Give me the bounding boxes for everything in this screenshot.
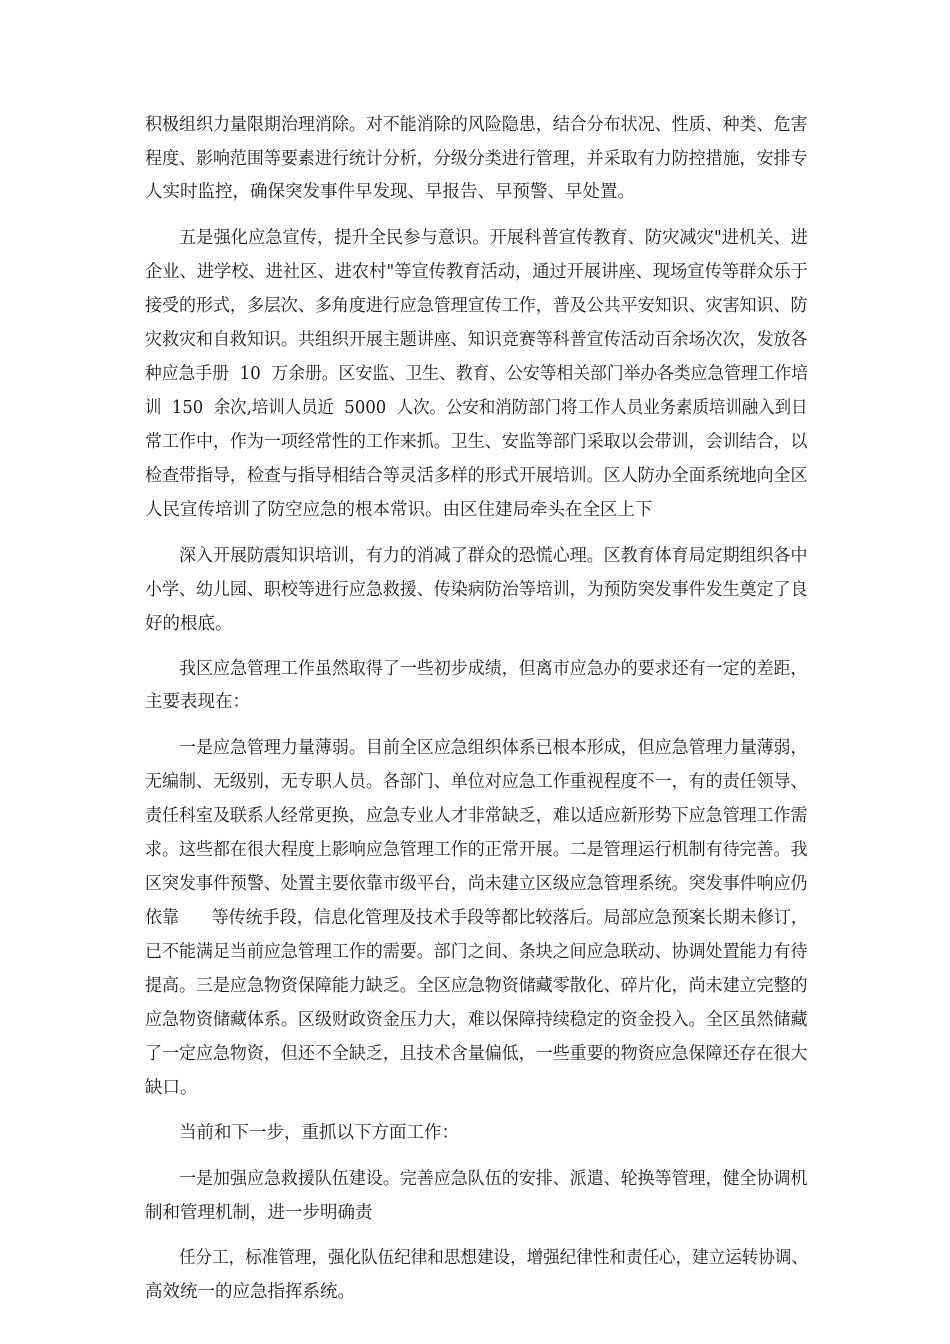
text-line: 区突发事件预警、处置主要依靠市级平台，尚未建立区级应急管理系统。突发事件响应仍 xyxy=(145,874,808,894)
text-line: 应急物资储藏体系。区级财政资金压力大，难以保障持续稳定的资金投入。全区虽然储藏 xyxy=(145,1010,808,1030)
text-line: 求。这些都在很大程度上影响应急管理工作的正常开展。二是管理运行机制有待完善。我 xyxy=(145,840,808,860)
text-line: 灾救灾和自救知识。共组织开展主题讲座、知识竞赛等科普宣传活动百余场次次，发放各 xyxy=(145,330,808,350)
text-line: 依靠 等传统手段，信息化管理及技术手段等都比较落后。局部应急预案长期未修订， xyxy=(145,908,808,928)
text-line: 已不能满足当前应急管理工作的需要。部门之间、条块之间应急联动、协调处置能力有待 xyxy=(145,942,808,962)
text-line: 当前和下一步，重抓以下方面工作： xyxy=(179,1123,459,1143)
text-line: 深入开展防震知识培训，有力的消减了群众的恐慌心理。区教育体育局定期组织各中 xyxy=(179,546,808,566)
text-line: 小学、幼儿园、职校等进行应急救援、传染病防治等培训，为预防突发事件发生奠定了良 xyxy=(145,580,808,600)
text-line: 训 150 余次,培训人员近 5000 人次。公安和消防部门将工作人员业务素质培训融入到日 xyxy=(145,398,808,418)
text-line: 人实时监控，确保突发事件早发现、早报告、早预警、早处置。 xyxy=(145,182,635,202)
text-line: 企业、进学校、进社区、进农村"等宣传教育活动，通过开展讲座、现场宣传等群众乐于 xyxy=(145,262,809,282)
text-line: 程度、影响范围等要素进行统计分析，分级分类进行管理，并采取有力防控措施，安排专 xyxy=(145,149,808,169)
text-line: 制和管理机制，进一步明确责 xyxy=(145,1203,373,1223)
text-line: 缺口。 xyxy=(145,1078,198,1098)
text-line: 积极组织力量限期治理消除。对不能消除的风险隐患，结合分布状况、性质、种类、危害 xyxy=(145,115,808,135)
text-line: 五是强化应急宣传，提升全民参与意识。开展科普宣传教育、防灾减灾"进机关、进 xyxy=(179,228,809,248)
text-line: 常工作中，作为一项经常性的工作来抓。卫生、安监等部门采取以会带训，会训结合，以 xyxy=(145,432,808,452)
text-line: 检查带指导，检查与指导相结合等灵活多样的形式开展培训。区人防办全面系统地向全区 xyxy=(145,466,808,486)
text-line: 提高。三是应急物资保障能力缺乏。全区应急物资储藏零散化、碎片化，尚未建立完整的 xyxy=(145,976,808,996)
text-line: 责任科室及联系人经常更换，应急专业人才非常缺乏，难以适应新形势下应急管理工作需 xyxy=(145,806,808,826)
text-line: 了一定应急物资，但还不全缺乏，且技术含量偏低，一些重要的物资应急保障还存在很大 xyxy=(145,1044,808,1064)
text-line: 人民宣传培训了防空应急的根本常识。由区住建局牵头在全区上下 xyxy=(145,500,653,520)
text-line: 种应急手册 10 万余册。区安监、卫生、教育、公安等相关部门举办各类应急管理工作培 xyxy=(145,364,809,384)
text-line: 主要表现在： xyxy=(145,692,250,712)
text-line: 接受的形式，多层次、多角度进行应急管理宣传工作，普及公共平安知识、灾害知识、防 xyxy=(145,296,808,316)
text-line: 无编制、无级别，无专职人员。各部门、单位对应急工作重视程度不一，有的责任领导、 xyxy=(145,772,808,792)
text-line: 高效统一的应急指挥系统。 xyxy=(145,1282,355,1302)
text-line: 好的根底。 xyxy=(145,614,233,634)
text-line: 我区应急管理工作虽然取得了一些初步成绩，但离市应急办的要求还有一定的差距， xyxy=(179,659,808,679)
text-line: 一是加强应急救援队伍建设。完善应急队伍的安排、派遣、轮换等管理，健全协调机 xyxy=(179,1169,808,1189)
text-line: 任分工，标准管理，强化队伍纪律和思想建设，增强纪律性和责任心，建立运转协调、 xyxy=(179,1248,809,1268)
text-line: 一是应急管理力量薄弱。目前全区应急组织体系已根本形成，但应急管理力量薄弱， xyxy=(179,738,808,758)
